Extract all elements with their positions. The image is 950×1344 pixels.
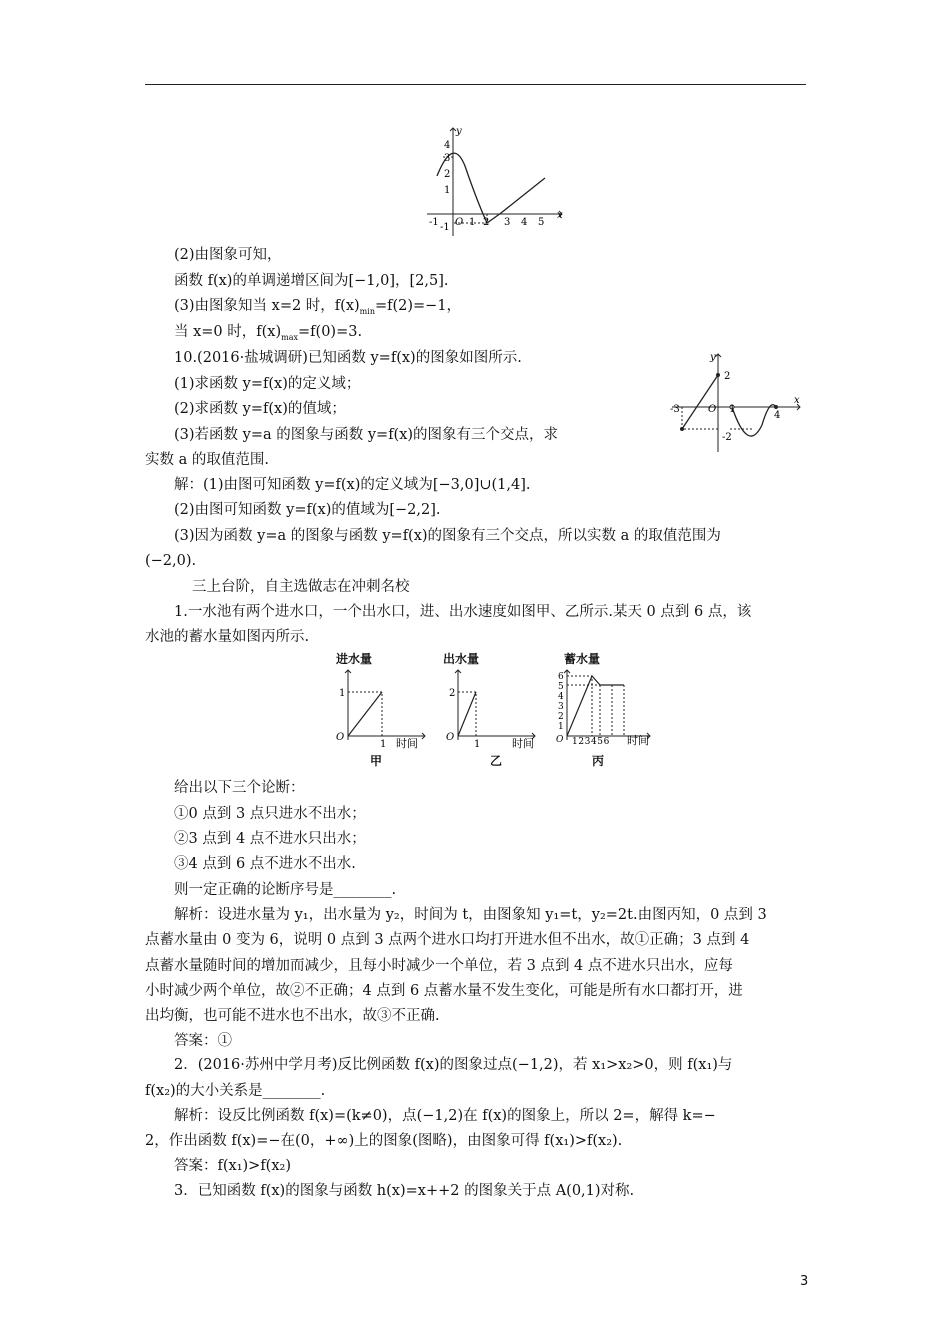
fig1-ytick: 1 [444, 185, 451, 196]
q10-solution: (−2,0). [145, 553, 197, 569]
fig-bing-title: 蓄水量 [564, 652, 601, 666]
q10-fig-y-label: y [710, 352, 716, 363]
fig-yi-xlabel: 时间 [512, 737, 534, 750]
graph-bing [555, 668, 655, 748]
q2-line: f(x₂)的大小关系是________. [145, 1083, 326, 1099]
q2-answer: 答案：f(x₁)>f(x₂) [174, 1158, 291, 1174]
fig1-xtick: 4 [521, 217, 528, 228]
fig-bing-ytick: 5 [558, 682, 564, 692]
q10-solution: 解：(1)由图可知函数 y=f(x)的定义域为[−3,0]∪(1,4]. [174, 477, 531, 493]
q10-title: 10.(2016·盐城调研)已知函数 y=f(x)的图象如图所示. [174, 350, 522, 366]
fig-yi-caption: 乙 [490, 754, 503, 768]
q10-solution: (3)因为函数 y=a 的图象与函数 y=f(x)的图象有三个交点，所以实数 a 的取值范围为 [174, 528, 721, 544]
fig-jia-xtick: 1 [380, 739, 387, 750]
q2-analysis: 解析：设反比例函数 f(x)=(k≠0)，点(−1,2)在 f(x)的图象上，所以 2=，解得 k=− [174, 1108, 716, 1124]
p9-line: 函数 f(x)的单调递增区间为[−1,0]，[2,5]. [174, 273, 449, 289]
fig1-xtick: -1 [429, 217, 439, 228]
q1-claim: ③4 点到 6 点不进水不出水. [174, 856, 356, 872]
q2-analysis: 2，作出函数 f(x)=−在(0，+∞)上的图象(图略)，由图象可得 f(x₁)>f(x₂). [145, 1133, 623, 1149]
fig-yi-xtick: 1 [474, 739, 481, 750]
q10-fig-label: -3 [670, 404, 680, 415]
fig-bing-xlabel: 时间 [627, 734, 649, 747]
fig-yi-origin: O [446, 732, 455, 743]
fig1-ytick: 3 [444, 153, 451, 164]
fig1-xtick: 5 [538, 217, 545, 228]
q10-fig-x-label: x [794, 395, 800, 406]
q10-item: (1)求函数 y=f(x)的定义域； [174, 376, 361, 392]
page-number: 3 [800, 1274, 809, 1289]
section-heading: 三上台阶，自主选做志在冲刺名校 [192, 579, 410, 595]
fig-bing-ytick: 1 [558, 722, 564, 732]
p9-line: (2)由图象可知， [174, 247, 282, 263]
q1-analysis: 出均衡，也可能不进水也不出水，故③不正确. [145, 1008, 440, 1024]
q1-claim: ②3 点到 4 点不进水只出水； [174, 831, 366, 847]
fig-bing-ytick: 2 [558, 712, 564, 722]
q10-fig-label: 1 [729, 404, 736, 415]
graph-fx [425, 126, 570, 238]
fig1-xtick: 3 [504, 217, 511, 228]
q10-fig-label: 4 [774, 410, 781, 421]
q1-analysis: 小时减少两个单位，故②不正确；4 点到 6 点蓄水量不发生变化，可能是所有水口都打开，进 [145, 983, 743, 999]
fig-bing-ytick: 3 [558, 702, 564, 712]
fig1-ytick: 4 [444, 140, 451, 151]
fig-bing-origin: O [556, 735, 564, 745]
q10-item: 实数 a 的取值范围. [145, 452, 269, 468]
q1-analysis: 点蓄水量随时间的增加而减少，且每小时减少一个单位，若 3 点到 4 点不进水只出水，应每 [145, 958, 733, 974]
fig-bing-caption: 丙 [592, 754, 605, 768]
fig1-x-label: x [557, 210, 563, 221]
q10-solution: (2)由图可知函数 y=f(x)的值域为[−2,2]. [174, 502, 441, 518]
fig-bing-ytick: 6 [558, 672, 564, 682]
fig-jia-ytick: 1 [339, 688, 346, 699]
q10-fig-label: 2 [724, 371, 731, 382]
q10-fig-label: O [708, 404, 717, 415]
fig-jia-caption: 甲 [370, 754, 383, 768]
fig-yi-ytick: 2 [449, 688, 456, 699]
fig-yi-title: 出水量 [443, 652, 480, 666]
q2-line: 2．(2016·苏州中学月考)反比例函数 f(x)的图象过点(−1,2)，若 x₁>x₂>0，则 f(x₁)与 [174, 1057, 733, 1073]
fig-bing-xticks: 123456 [572, 737, 610, 747]
q1-answer: 答案：① [174, 1033, 232, 1049]
graph-q10 [660, 350, 805, 455]
fig-jia-origin: O [336, 732, 345, 743]
header-rule [145, 84, 806, 85]
p9-line: (3)由图象知当 x=2 时，$f(x)_{min}=f(2)=-1$， [174, 298, 462, 316]
fig1-xtick: 2 [483, 217, 490, 228]
p9-line: 当 x=0 时，$f(x)_{max}=f(0)=3$. [174, 324, 363, 342]
q1-intro: 给出以下三个论断： [174, 780, 305, 796]
fig1-xtick: 1 [469, 217, 476, 228]
q10-item: (2)求函数 y=f(x)的值域； [174, 401, 346, 417]
fig-jia-title: 进水量 [336, 652, 373, 666]
fig1-ytick: 2 [444, 169, 451, 180]
q10-fig-label: -2 [722, 432, 732, 443]
fig1-xtick: O [455, 217, 464, 228]
q1-line: 1.一水池有两个进水口，一个出水口，进、出水速度如图甲、乙所示.某天 0 点到 6 点，该 [174, 604, 752, 620]
fig1-ytick: -1 [440, 222, 450, 233]
fig-bing-ytick: 4 [558, 692, 564, 702]
graph-jia [330, 668, 430, 748]
q1-line: 水池的蓄水量如图丙所示. [145, 629, 310, 645]
graph-yi [440, 668, 540, 748]
q10-item: (3)若函数 y=a 的图象与函数 y=f(x)的图象有三个交点，求 [174, 427, 559, 443]
q1-analysis: 解析：设进水量为 y₁，出水量为 y₂，时间为 t，由图象知 y₁=t，y₂=2t.由图丙知，0 点到 3 [174, 907, 767, 923]
fig-jia-xlabel: 时间 [396, 737, 418, 750]
q1-analysis: 点蓄水量由 0 变为 6，说明 0 点到 3 点两个进水口均打开进水但不出水，故①正确；3 点到 4 [145, 932, 750, 948]
q3-line: 3．已知函数 f(x)的图象与函数 h(x)=x++2 的图象关于点 A(0,1)对称. [174, 1183, 635, 1199]
q1-ask: 则一定正确的论断序号是________. [174, 882, 397, 898]
fig1-y-label: y [456, 126, 462, 137]
q1-claim: ①0 点到 3 点只进水不出水； [174, 806, 366, 822]
